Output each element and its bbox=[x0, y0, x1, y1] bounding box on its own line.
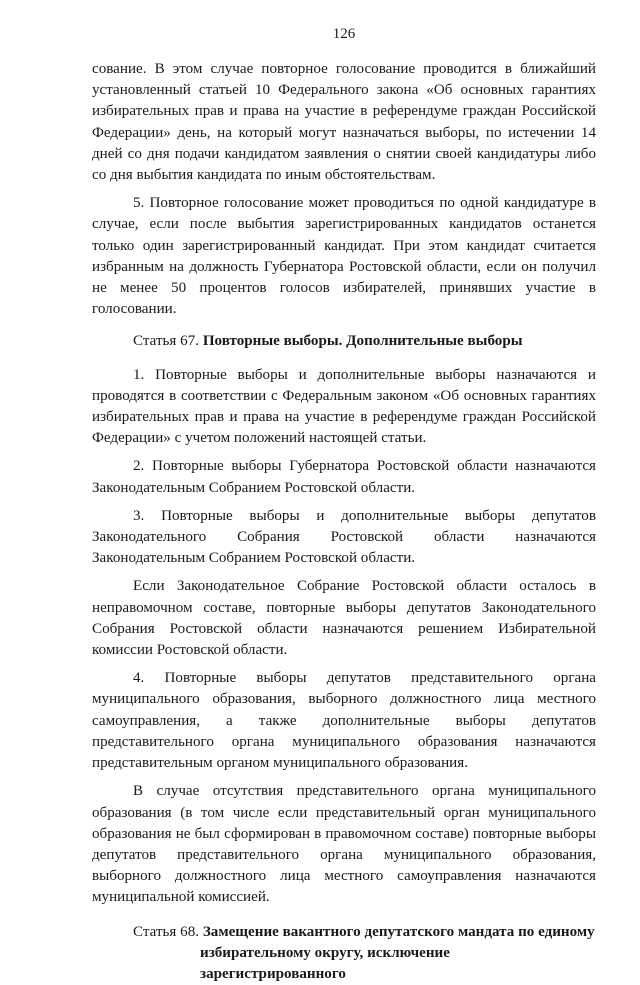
page-number: 126 bbox=[332, 26, 356, 42]
paragraph-67-3: 3. Повторные выборы и дополнительные выборы депутатов Законодательного Собрания Ростовской области назначаются Законодательным Собранием Ростовской области. bbox=[92, 507, 596, 567]
paragraph-67-4-continued: В случае отсутствия представительного органа муниципального образования (в том числе если представительный орган муниципального образования не был сформирован в правомочном составе) повторные выборы депутатов представительного органа муниципального образования, выборного должностного лица местного самоуправления назначаются муниципальной комиссией. bbox=[92, 783, 596, 906]
paragraph-67-3-continued: Если Законодательное Собрание Ростовской области осталось в неправомочном составе, повторные выборы депутатов Законодательного Собрания Ростовской области назначаются решением Избирательной комиссии Ростовской области. bbox=[92, 578, 596, 659]
article-68-title-line-2: избирательному округу, исключение зарегистрированного bbox=[200, 944, 450, 982]
document-body bbox=[92, 59, 596, 985]
article-68-title-line-1: Замещение вакантного депутатского мандата по единому bbox=[202, 923, 595, 940]
paragraph-67-4: 4. Повторные выборы депутатов представительного органа муниципального образования, выборного должностного лица местного самоуправления, а также дополнительные выборы депутатов представительного органа муниципального образования назначаются представительным органом муниципального образования. bbox=[92, 670, 596, 772]
article-68-heading bbox=[92, 922, 596, 985]
article-67-label: Статья 67. bbox=[133, 333, 200, 350]
article-67-title: Повторные выборы. Дополнительные выборы bbox=[202, 333, 523, 350]
article-67-heading bbox=[92, 331, 596, 352]
paragraph-continuation: сование. В этом случае повторное голосование проводится в ближайший установленный статьей 10 Федерального закона «Об основных гарантиях избирательных прав и права на участие в референдуме граждан Российской Федерации» день, на который могут назначаться выборы, по истечении 14 дней со дня подачи кандидатом заявления о снятии своей кандидатуры либо со дня выбытия кандидата по иным обстоятельствам. bbox=[92, 61, 596, 184]
paragraph-67-2: 2. Повторные выборы Губернатора Ростовской области назначаются Законодательным Собранием Ростовской области. bbox=[92, 458, 596, 496]
article-68-label: Статья 68. bbox=[133, 923, 200, 940]
paragraph-67-1: 1. Повторные выборы и дополнительные выборы назначаются и проводятся в соответствии с Федеральным законом «Об основных гарантиях избирательных прав и права на участие в референдуме граждан Российской Федерации» с учетом положений настоящей статьи. bbox=[92, 366, 596, 447]
paragraph-item-5: 5. Повторное голосование может проводиться по одной кандидатуре в случае, если после выбытия зарегистрированных кандидатов останется только один зарегистрированный кандидат. При этом кандидат считается избранным на должность Губернатора Ростовской области, если он получил не менее 50 процентов голосов избирателей, принявших участие в голосовании. bbox=[92, 195, 596, 318]
